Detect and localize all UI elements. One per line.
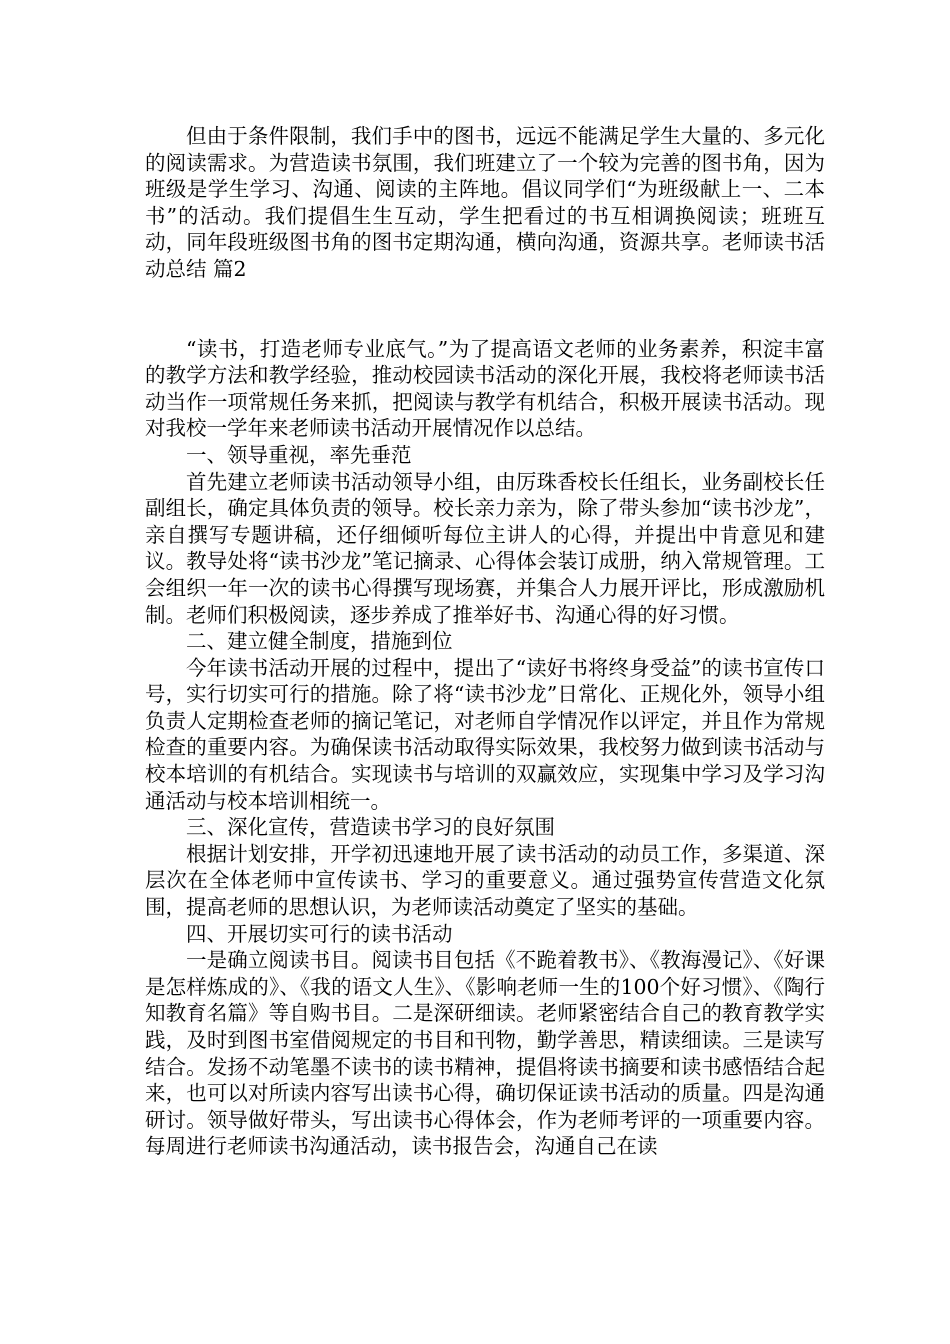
paragraph-body-4: 一是确立阅读书目。阅读书目包括《不跪着教书》、《教海漫记》、《好课是怎样炼成的》、《我的语文人生》、《影响老师一生的100个好习惯》、《陶行知教育名篇》等自购书目。二是深研细读。老师紧密结合自己的教育教学实践，及时到图书室借阅规定的书目和刊物，勤学善思，精读细读。三是读写结合。发扬不动笔墨不读书的读书精神，提倡将读书摘要和读书感悟结合起来，也可以对所读内容写出读书心得，确切保证读书活动的质量。四是沟通研讨。领导做好带头，写出读书心得体会，作为老师考评的一项重要内容。每周进行老师读书沟通活动，读书报告会，沟通自己在读	[145, 948, 825, 1159]
document-body	[145, 123, 825, 1160]
section-heading-3: 三、深化宣传，营造读书学习的良好氛围	[186, 815, 555, 840]
section-heading-1: 一、领导重视，率先垂范	[186, 442, 412, 467]
paragraph-body-1: 首先建立老师读书活动领导小组，由厉珠香校长任组长，业务副校长任副组长，确定具体负责的领导。校长亲力亲为，除了带头参加“读书沙龙”，亲自撰写专题讲稿，还仔细倾听每位主讲人的心得，并提出中肯意见和建议。教导处将“读书沙龙”笔记摘录、心得体会装订成册，纳入常规管理。工会组织一年一次的读书心得撰写现场赛，并集合人力展开评比，形成激励机制。老师们积极阅读，逐步养成了推举好书、沟通心得的好习惯。	[145, 469, 825, 627]
section-heading-4: 四、开展切实可行的读书活动	[186, 921, 453, 946]
section-heading-2: 二、建立健全制度，措施到位	[186, 629, 453, 654]
paragraph-intro: “读书，打造老师专业底气。”为了提高语文老师的业务素养，积淀丰富的教学方法和教学经验，推动校园读书活动的深化开展，我校将老师读书活动当作一项常规任务来抓，把阅读与教学有机结合，积极开展读书活动。现对我校一学年来老师读书活动开展情况作以总结。	[145, 336, 825, 441]
section-gap	[145, 283, 825, 336]
paragraph-reading-corner: 但由于条件限制，我们手中的图书，远远不能满足学生大量的、多元化的阅读需求。为营造读书氛围，我们班建立了一个较为完善的图书角，因为班级是学生学习、沟通、阅读的主阵地。倡议同学们“为班级献上一、二本书”的活动。我们提倡生生互动，学生把看过的书互相调换阅读；班班互动，同年段班级图书角的图书定期沟通，横向沟通，资源共享。老师读书活动总结 篇2	[145, 124, 825, 281]
paragraph-body-2: 今年读书活动开展的过程中，提出了“读好书将终身受益”的读书宣传口号，实行切实可行的措施。除了将“读书沙龙”日常化、正规化外，领导小组负责人定期检查老师的摘记笔记，对老师自学情况作以评定，并且作为常规检查的重要内容。为确保读书活动取得实际效果，我校努力做到读书活动与校本培训的有机结合。实现读书与培训的双赢效应，实现集中学习及学习沟通活动与校本培训相统一。	[145, 655, 825, 813]
paragraph-body-3: 根据计划安排，开学初迅速地开展了读书活动的动员工作，多渠道、深层次在全体老师中宣传读书、学习的重要意义。通过强势宣传营造文化氛围，提高老师的思想认识，为老师读活动奠定了坚实的基础。	[145, 841, 825, 920]
